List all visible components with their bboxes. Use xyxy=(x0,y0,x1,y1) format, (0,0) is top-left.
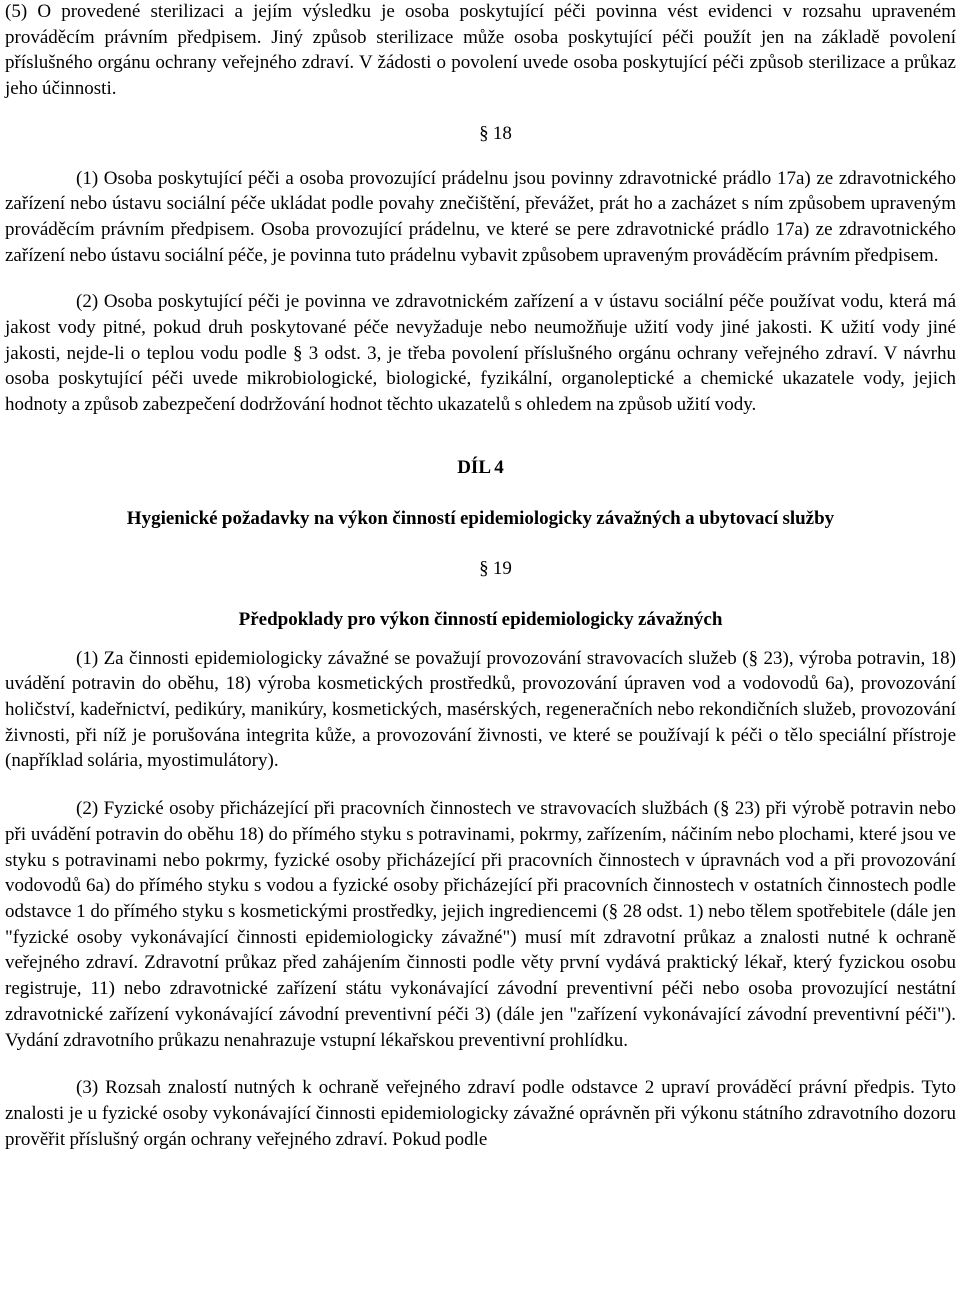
section-19-paragraph-3: (3) Rozsah znalostí nutných k ochraně veřejného zdraví podle odstavce 2 upraví prováděcí právní předpis. Tyto znalosti je u fyzické osoby vykonávající činnosti epidemiologicky závažné oprávněn při výkonu státního zdravotního dozoru prověřit příslušný orgán ochrany veřejného zdraví. Pokud podle xyxy=(5,1077,956,1150)
section-19-heading: § 19 xyxy=(479,558,512,580)
section-19-paragraph-1: (1) Za činnosti epidemiologicky závažné se považují provozování stravovacích služeb (§ 23), výroba potravin, 18) uvádění potravin do oběhu, 18) výroba kosmetických prostředků, provozování úpraven vod a vodovodů 6a), provozování holičství, kadeřnictví, pedikúry, manikúry, kosmetických, masérských, regeneračních nebo rekondičních služeb, provozování živnosti, při níž je porušována integrita kůže, a provozování živnosti, ve které se používají k péči o tělo speciální přístroje (například solária, myostimulátory). xyxy=(5,647,956,772)
part-title: Hygienické požadavky na výkon činností epidemiologicky závažných a ubytovací služby xyxy=(126,507,835,529)
section-19-title: Předpoklady pro výkon činností epidemiologicky závažných xyxy=(238,608,723,630)
section-18-heading: § 18 xyxy=(479,122,512,144)
section-19-paragraph-2: (2) Fyzické osoby přicházející při pracovních činnostech ve stravovacích službách (§ 23) při výrobě potravin nebo při uvádění potravin do oběhu 18) do přímého styku s potravinami, pokrmy, zařízením, náčiním nebo plochami, které jsou ve styku s potravinami nebo pokrmy, fyzické osoby přicházející při pracovních činnostech v úpravnách vod a při provozování vodovodů 6a) do přímého styku s vodou a fyzické osoby přicházející při pracovních činnostech v ostatních činnostech podle odstavce 1 do přímého styku s kosmetickými prostředky, jejich ingrediencemi (§ 28 odst. 1) nebo tělem spotřebitele (dále jen "fyzické osoby vykonávající činnosti epidemiologicky závažné") musí mít zdravotní průkaz a znalosti nutné k ochraně veřejného zdraví. Zdravotní průkaz před zahájením činnosti podle věty první vydává praktický lékař, který fyzickou osobu registruje, 11) nebo zdravotnické zařízení státu vykonávající závodní preventivní péči nebo osoba provozující nestátní zdravotnické zařízení vykonávající závodní preventivní péči 3) (dále jen "zařízení vykonávající závodní preventivní péči"). Vydání zdravotního průkazu nenahrazuje vstupní lékařskou preventivní prohlídku. xyxy=(5,798,956,1051)
section-18-paragraph-1: (1) Osoba poskytující péči a osoba provozující prádelnu jsou povinny zdravotnické prádlo 17a) ze zdravotnického zařízení nebo ústavu sociální péče ukládat podle povahy znečištění, převážet, prát ho a zacházet s ním způsobem upraveným prováděcím právním předpisem. Osoba provozující prádelnu, ve které se pere zdravotnické prádlo 17a) ze zdravotnického zařízení nebo ústavu sociální péče, je povinna tuto prádelnu vybavit způsobem upraveným prováděcím právním předpisem. xyxy=(5,167,956,266)
part-heading: DÍL 4 xyxy=(457,456,504,478)
section-18-paragraph-2: (2) Osoba poskytující péči je povinna ve zdravotnickém zařízení a v ústavu sociální péče používat vodu, která má jakost vody pitné, pokud druh poskytované péče nevyžaduje nebo neumožňuje užití vody jiné jakosti. K užití vody jiné jakosti, nejde-li o teplou vodu podle § 3 odst. 3, je třeba povolení příslušného orgánu ochrany veřejného zdraví. V návrhu osoba poskytující péči uvede mikrobiologické, biologické, fyzikální, organoleptické a chemické ukazatele vody, jejich hodnoty a způsob zabezpečení dodržování hodnot těchto ukazatelů s ohledem na způsob užití vody. xyxy=(5,291,956,416)
paragraph-5: (5) O provedené sterilizaci a jejím výsledku je osoba poskytující péči povinna vést evidenci v rozsahu upraveném prováděcím právním předpisem. Jiný způsob sterilizace může osoba poskytující péči použít jen na základě povolení příslušného orgánu ochrany veřejného zdraví. V žádosti o povolení uvede osoba poskytující péči způsob sterilizace a průkaz jeho účinnosti. xyxy=(5,1,956,100)
